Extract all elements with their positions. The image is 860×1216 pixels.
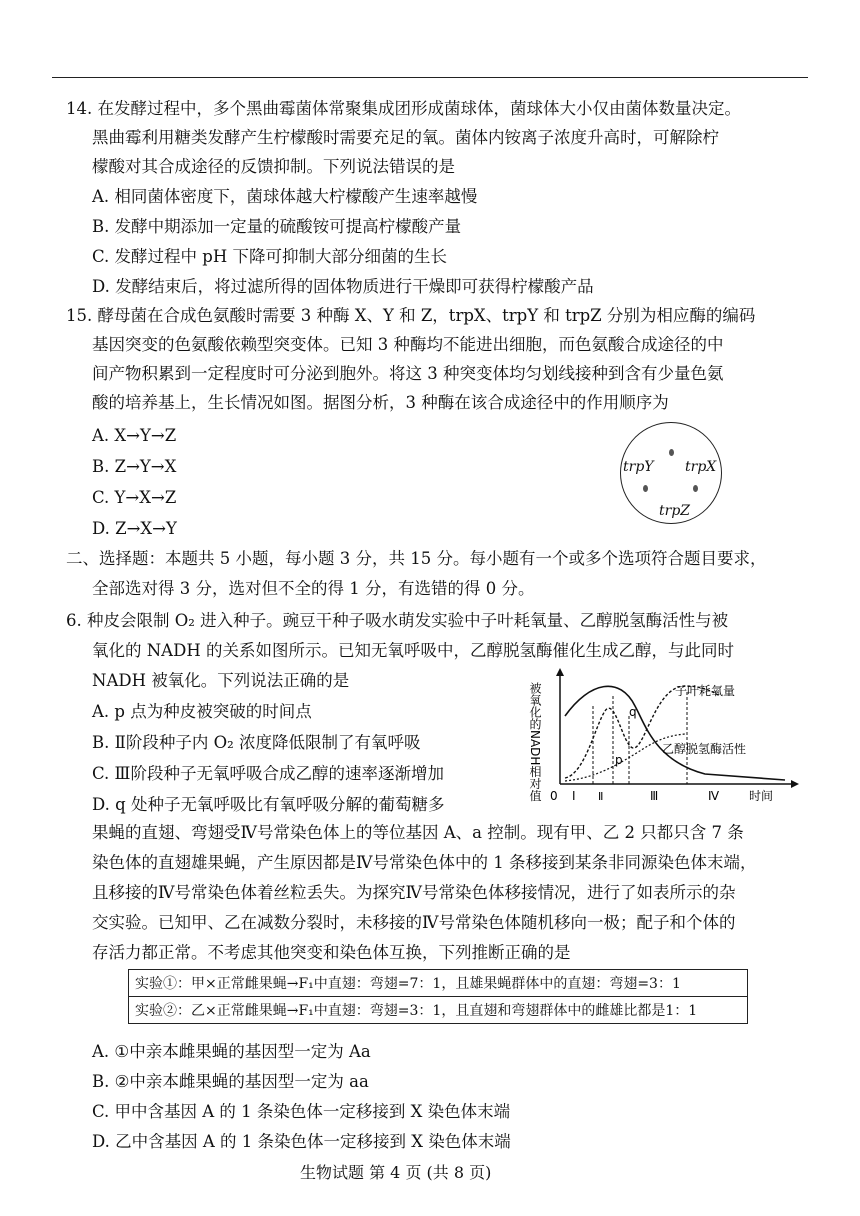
q14-stem-line-2: 黑曲霉利用糖类发酵产生柠檬酸时需要充足的氧。菌体内铵离子浓度升高时，可解除柠 bbox=[92, 128, 719, 147]
table-row bbox=[129, 997, 748, 1024]
q7-stem-line-4: 交实验。已知甲、乙在减数分裂时，未移接的Ⅳ号常染色体随机移向一极；配子和个体的 bbox=[92, 913, 736, 932]
dish-label-trpz: trpZ bbox=[659, 503, 691, 519]
q7-stem-line-2: 染色体的直翅雄果蝇，产生原因都是Ⅳ号常染色体中的 1 条移接到某条非同源染色体末端， bbox=[92, 853, 757, 872]
q7-stem-line-1: 果蝇的直翅、弯翅受Ⅳ号常染色体上的等位基因 A、a 控制。现有甲、乙 2 只都只含 7 条 bbox=[92, 823, 744, 842]
q15-stem-line-3: 间产物积累到一定程度时可分泌到胞外。将这 3 种突变体均匀划线接种到含有少量色氨 bbox=[92, 364, 724, 383]
q6-option-c: C. Ⅲ阶段种子无氧呼吸合成乙醇的速率逐渐增加 bbox=[92, 764, 444, 783]
q7-option-c: C. 甲中含基因 A 的 1 条染色体一定移接到 X 染色体末端 bbox=[92, 1102, 511, 1121]
q14-stem-line-1: 14. 在发酵过程中，多个黑曲霉菌体常聚集成团形成菌球体，菌球体大小仅由菌体数量决定。 bbox=[66, 99, 741, 118]
colony-mark bbox=[669, 449, 674, 456]
page-footer: 生物试题 第 4 页 (共 8 页) bbox=[300, 1163, 492, 1182]
q7-stem-line-3: 且移接的Ⅳ号常染色体着丝粒丢失。为探究Ⅳ号常染色体移接情况，进行了如表所示的杂 bbox=[92, 883, 736, 902]
q15-option-d: D. Z→X→Y bbox=[92, 519, 177, 538]
section2-heading-line-2: 全部选对得 3 分，选对但不全的得 1 分，有选错的得 0 分。 bbox=[92, 579, 535, 598]
curve-label-enzyme: 乙醇脱氢酶活性 bbox=[662, 742, 747, 756]
experiment-table bbox=[128, 969, 748, 1024]
x-axis-label: 时间 bbox=[749, 789, 774, 803]
curve-label-oxygen: 子叶耗氧量 bbox=[675, 684, 736, 698]
stage-label: Ⅳ bbox=[708, 789, 720, 803]
q15-stem-line-2: 基因突变的色氨酸依赖型突变体。已知 3 种酶均不能进出细胞，而色氨酸合成途径的中 bbox=[92, 335, 724, 354]
table-cell: 实验①：甲×正常雌果蝇→F₁中直翅：弯翅=7：1，且雄果蝇群体中的直翅：弯翅=3：1 bbox=[129, 970, 748, 997]
q7-stem-line-5: 存活力都正常。不考虑其他突变和染色体互换，下列推断正确的是 bbox=[92, 943, 571, 962]
table-row bbox=[129, 970, 748, 997]
y-axis-arrow bbox=[556, 668, 564, 676]
q14-option-b: B. 发酵中期添加一定量的硫酸铵可提高柠檬酸产量 bbox=[92, 217, 462, 236]
dish-label-trpy: trpY bbox=[623, 459, 654, 475]
colony-mark bbox=[693, 485, 698, 492]
point-p-label: p bbox=[615, 753, 623, 767]
q6-option-b: B. Ⅱ阶段种子内 O₂ 浓度降低限制了有氧呼吸 bbox=[92, 733, 421, 752]
q14-option-a: A. 相同菌体密度下，菌球体越大柠檬酸产生速率越慢 bbox=[92, 187, 478, 206]
q7-option-a: A. ①中亲本雌果蝇的基因型一定为 Aa bbox=[92, 1042, 371, 1061]
q7-option-d: D. 乙中含基因 A 的 1 条染色体一定移接到 X 染色体末端 bbox=[92, 1132, 511, 1151]
colony-mark bbox=[643, 485, 648, 492]
nadh-graph bbox=[505, 666, 805, 806]
oxygen-consumption-curve bbox=[565, 686, 720, 778]
q15-stem-line-1: 15. 酵母菌在合成色氨酸时需要 3 种酶 X、Y 和 Z，trpX、trpY 和 trpZ 分别为相应酶的编码 bbox=[66, 306, 756, 325]
graph-ylabel: 被氧化的NADH相对值 bbox=[528, 682, 542, 802]
q15-stem-line-4: 酸的培养基上，生长情况如图。据图分析，3 种酶在该合成途径中的作用顺序为 bbox=[92, 393, 669, 412]
q14-option-d: D. 发酵结束后，将过滤所得的固体物质进行干燥即可获得柠檬酸产品 bbox=[92, 277, 594, 296]
stage-label: Ⅰ bbox=[572, 789, 576, 803]
q6-option-a: A. p 点为种皮被突破的时间点 bbox=[92, 702, 312, 721]
nadh-curve bbox=[565, 686, 785, 780]
q6-stem-line-3: NADH 被氧化。下列说法正确的是 bbox=[92, 671, 350, 690]
table-cell: 实验②：乙×正常雌果蝇→F₁中直翅：弯翅=3：1，且直翅和弯翅群体中的雌雄比都是1：1 bbox=[129, 997, 748, 1024]
section2-heading-line-1: 二、选择题：本题共 5 小题，每小题 3 分，共 15 分。每小题有一个或多个选项符合题目要求， bbox=[66, 549, 767, 568]
q15-option-a: A. X→Y→Z bbox=[92, 426, 177, 445]
dish-label-trpx: trpX bbox=[685, 459, 717, 475]
stage-label: Ⅱ bbox=[598, 790, 604, 803]
q6-option-d: D. q 处种子无氧呼吸比有氧呼吸分解的葡萄糖多 bbox=[92, 795, 445, 814]
q15-option-c: C. Y→X→Z bbox=[92, 488, 177, 507]
q6-stem-line-1: 6. 种皮会限制 O₂ 进入种子。豌豆干种子吸水萌发实验中子叶耗氧量、乙醇脱氢酶活性与被 bbox=[66, 611, 729, 630]
stage-label: Ⅲ bbox=[650, 789, 659, 803]
origin-label: 0 bbox=[550, 789, 558, 803]
q6-stem-line-2: 氧化的 NADH 的关系如图所示。已知无氧呼吸中，乙醇脱氢酶催化生成乙醇，与此同时 bbox=[92, 641, 734, 660]
point-q-label: q bbox=[629, 705, 637, 719]
q7-option-b: B. ②中亲本雌果蝇的基因型一定为 aa bbox=[92, 1072, 369, 1091]
q14-stem-line-3: 檬酸对其合成途径的反馈抑制。下列说法错误的是 bbox=[92, 157, 455, 176]
petri-dish-figure bbox=[620, 422, 722, 524]
x-axis-arrow bbox=[791, 780, 799, 788]
q15-option-b: B. Z→Y→X bbox=[92, 457, 177, 476]
header-rule bbox=[52, 77, 808, 78]
q14-option-c: C. 发酵过程中 pH 下降可抑制大部分细菌的生长 bbox=[92, 247, 447, 266]
